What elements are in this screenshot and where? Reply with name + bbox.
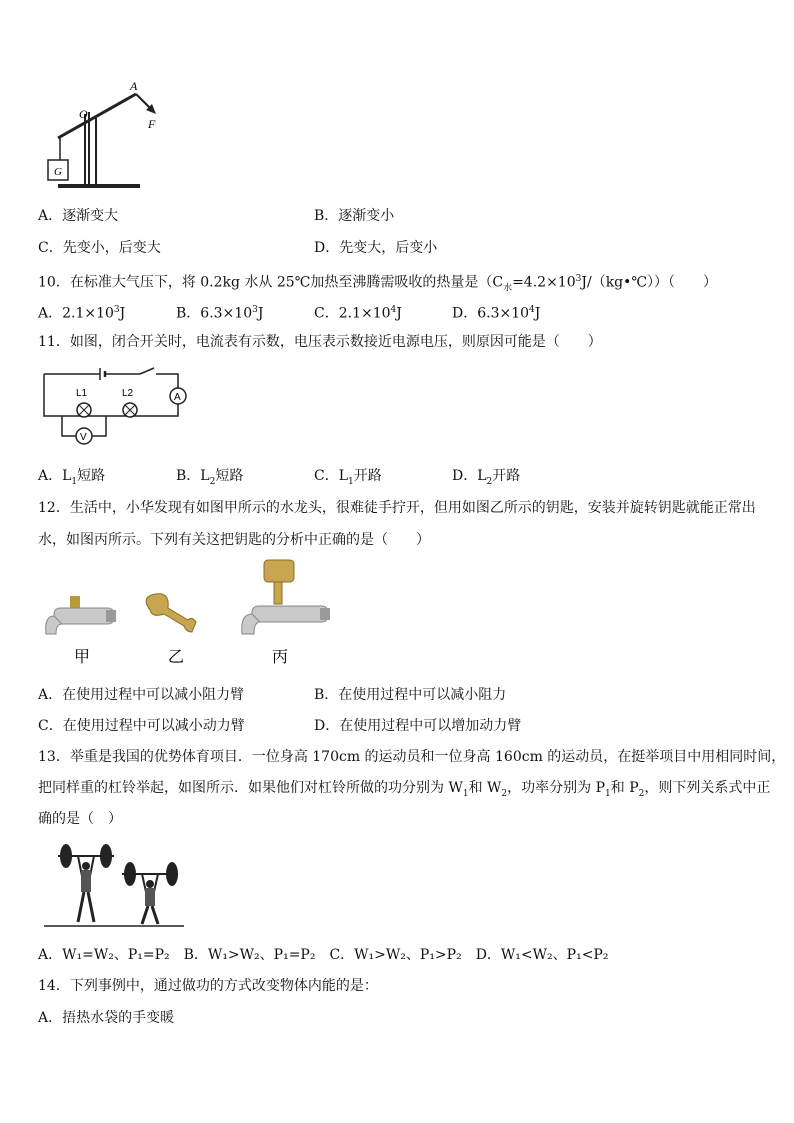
voltmeter-label: V — [80, 432, 87, 443]
q11-option-a: A．$L_1$短路 — [38, 468, 106, 487]
faucet-key-figure — [40, 556, 340, 668]
q11-option-c: C．$L_1$开路 — [314, 468, 382, 487]
q12-stem-line-1: 12．生活中，小华发现有如图甲所示的水龙头，很难徒手拧开，但用如图乙所示的钥匙，安装并旋转钥匙就能正常出 — [38, 500, 756, 516]
q10-option-a: A．$2.1\times 10^3J$ — [38, 305, 126, 322]
ammeter-label: A — [174, 392, 181, 403]
q14-option-a: A．捂热水袋的手变暖 — [38, 1010, 175, 1026]
q9-option-d: D．先变大，后变小 — [314, 240, 438, 256]
label-bing: 丙 — [272, 647, 289, 666]
q12-stem-line-2: 水，如图丙所示。下列有关这把钥匙的分析中正确的是（ ） — [38, 532, 430, 548]
label-f: F — [148, 117, 156, 131]
lever-figure — [44, 80, 174, 190]
q9-option-b: B．逐渐变小 — [314, 208, 395, 224]
q11-option-b: B．$L_2$短路 — [176, 468, 244, 487]
label-jia: 甲 — [74, 647, 91, 666]
l1-label: L1 — [76, 388, 88, 399]
q9-option-a: A．逐渐变大 — [38, 208, 119, 224]
q13-stem-line-2: 把同样重的杠铃举起，如图所示．如果他们对杠铃所做的功分别为 $W_1$和 $W_2$，功率分别为 $P_1$和 $P_2$，则下列关系式中正 — [38, 780, 771, 799]
q10-option-c: C．$2.1\times 10^4J$ — [314, 305, 402, 322]
q13-options: A．W₁=W₂、P₁=P₂ B．W₁>W₂、P₁=P₂ C．W₁>W₂、P₁>P₂ D．W₁<W₂、P₁<P₂ — [38, 947, 609, 963]
q12-option-c: C．在使用过程中可以减小动力臂 — [38, 718, 245, 734]
q10-option-b: B．$6.3\times 10^3J$ — [176, 305, 264, 322]
q10-stem: 10．在标准大气压下，将 0.2kg 水从 25℃加热至沸腾需吸收的热量是$(C_水=4.2\times 10^3J/(kg•℃))$（ ） — [38, 274, 718, 294]
q12-option-b: B．在使用过程中可以减小阻力 — [314, 687, 507, 703]
q14-stem: 14．下列事例中，通过做功的方式改变物体内能的是： — [38, 978, 378, 994]
q13-stem-line-3: 确的是（ ） — [38, 811, 122, 827]
weightlifters-figure — [44, 842, 188, 930]
label-g: G — [54, 166, 62, 178]
q11-option-d: D．$L_2$开路 — [452, 468, 521, 487]
circuit-figure — [40, 366, 220, 446]
label-o: O — [79, 107, 88, 121]
q9-option-c: C．先变小，后变大 — [38, 240, 161, 256]
q11-stem: 11．如图，闭合开关时，电流表有示数，电压表示数接近电源电压，则原因可能是（ ） — [38, 334, 602, 350]
q12-option-d: D．在使用过程中可以增加动力臂 — [314, 718, 522, 734]
q12-option-a: A．在使用过程中可以减小阻力臂 — [38, 687, 245, 703]
label-a: A — [130, 80, 138, 93]
label-yi: 乙 — [168, 647, 185, 666]
l2-label: L2 — [122, 388, 134, 399]
q10-option-d: D．$6.3\times 10^4J$ — [452, 305, 541, 322]
q13-stem-line-1: 13．举重是我国的优势体育项目．一位身高 170cm 的运动员和一位身高 160cm 的运动员，在挺举项目中用相同时间， — [38, 749, 786, 765]
